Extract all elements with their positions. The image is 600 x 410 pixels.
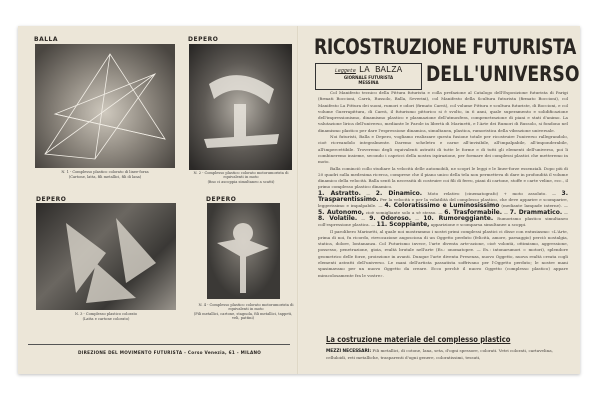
la-balza-advert	[315, 63, 422, 90]
fold-line	[297, 26, 299, 374]
quality-name: 10. Rumoreggiante.	[423, 214, 494, 222]
la-balza-name: LA BALZA	[358, 65, 403, 75]
plate-caption-materials: (fino ci ascoppia simultaneo a scatti)	[207, 180, 275, 184]
paragraph: Col Manifesto tecnico della Pittura futurista e colla prefazione al Catalogo dell'Esposizione futurista di Parigi (firmati Boccioni, Carrà, Russolo, Balla, Severini), col Manifesto della Scultura futurista (firmato Boccioni), col Manifesto La Pittura dei suoni, rumori e odori (firmato Carrà), col volume Pittura e scultura futuriste, di Boccioni, e col volume Guerrapittura, di Carrà, il futurismo pittorico si è svolto, in 6 anni, quale superamento e solidificazione dell'impressionismo, dinamismo plastico e plasmazione dell'atmosfera, compenetrazione di piani e stati d'animo. La valutazione lirica dell'universo, mediante le Parole in libertà di Marinetti, e l'Arte dei Rumori di Russolo, si fondono nel dinamismo plastico per dare l'espressione dinamica, simultanea, plastica, rumoristica della vibrazione universale.	[318, 90, 568, 133]
qualities-list: 1. Astratto. — 2. Dinamico. Moto relativo (cinematografo) + moto assoluto. — 3. Trasparentissimo. Per la velocità e per la volatilità del complesso plastico, che deve apparire e scomparire, leggerissimo e impalpabile. — 4. Coloratissimo e Luminosissimo (mediante lampade interne). — 5. Autonomo, cioè somigliante solo a sè stesso. — 6. Trasformabile. — 7. Drammatico. — 8. Volatile. — 9. Odoroso. — 10. Rumoreggiante. Rumorismo plastico simultaneo coll'espressione plastica. — 11. Scoppiante, apparizione e scomparsa simultanee a scoppi.	[318, 189, 569, 229]
quality-desc: Moto relativo (cinematografo) + moto assoluto.	[427, 190, 547, 196]
quality-name: 11. Scoppiante,	[376, 221, 430, 229]
materials-label: MEZZI NECESSARI:	[326, 349, 372, 354]
la-balza-subtitle: GIORNALE FUTURISTA	[343, 75, 394, 80]
section-subtitle: La costruzione materiale del complesso plastico	[326, 335, 511, 344]
quality-desc: apparizione e scomparsa simultanee a scoppi.	[430, 222, 527, 228]
paragraph: Il parolibero Marinetti, al quale noi mostrammo i nostri primi complessi plastici ci disse con entusiasmo: «L'Arte, prima di noi, fu ricordo, rievocazione angosciosa di un Oggetto perduto (felicità, amore, paesaggio) perciò nostalgia, statica, dolore, lontananza. Col Futurismo invece, l'arte diventa arte-azione, cioè volontà, ottimismo, aggressione, possesso, penetrazione, gioia, realtà brutale nell'arte (Es.: onomatopee. — Es.: intonarumori = motori), splendore geometrico delle forze, proiezione in avanti. Dunque l'arte diventa Presenza, nuovo Oggetto, nuova realtà creata cogli elementi astratti dell'universo. Le mani dell'artista passatista soffrivano per l'Oggetto perduto; le nostre mani spasimavano per un nuovo Oggetto da creare. Ecco perchè il nuovo Oggetto (complesso plastico) appare miracolosamente fra le vostre».	[318, 228, 568, 278]
quality-name: 7. Drammatico.	[509, 208, 563, 216]
la-balza-city: MESSINA	[358, 80, 379, 85]
quality-name: 4. Coloratissimo e Luminosissimo	[384, 202, 500, 210]
leggete-label: Leggete	[334, 68, 356, 74]
paragraph: Noi futuristi, Balla e Depero, vogliamo realizzare questa fusione totale per ricostruire l'universo rallegrandolo, cioè ricreandolo integralmente. Daremo scheletro e carne all'invisibile, all'impalpabile, all'imponderabile, all'impercettibile. Troveremo degli equivalenti astratti di tutte le forme e di tutti gli elementi dell'universo, poi li combineremo insieme, secondo i capricci della nostra ispirazione, per formare dei complessi plastici che metteremo in moto.	[318, 134, 568, 165]
depero-sculpture-photo	[36, 203, 176, 310]
quality-name: 1. Astratto.	[318, 189, 361, 197]
quality-name: 5. Autonomo,	[318, 208, 364, 216]
manifesto-body	[318, 90, 568, 279]
materials-text: Fili metallici, di cotone, lana, seta, d'ogni spessore, colorati. Vetri colorati, cartavelina, celluloidi, reti metalliche, trasparenti d'ogni genere, coloratissimi, tessuti,	[326, 348, 553, 361]
quality-name: 8. Volatile.	[318, 214, 358, 222]
publisher-footer: DIREZIONE DEL MOVIMENTO FUTURISTA - Corso Venezia, 61 - MILANO	[78, 350, 262, 355]
plate-caption: N. 2 - Complesso plastico colorato motorumorista di equivalenti in moto	[193, 171, 289, 180]
plate-caption-materials: (Cartone, latta, fili metallici, fili di lana)	[68, 175, 142, 179]
plate-artist-label: DEPERO	[36, 196, 67, 203]
plate-artist-label: DEPERO	[188, 36, 219, 43]
quality-desc: (mediante lampade interne).	[501, 203, 562, 209]
title-line-2: DELL'UNIVERSO	[426, 62, 580, 86]
depero-sculpture-photo	[189, 44, 292, 170]
quality-name: 3. Trasparentissimo.	[318, 189, 568, 204]
quality-name: 6. Trasformabile.	[444, 208, 503, 216]
plate-caption-materials: (Latta e cartone colorato)	[82, 317, 130, 321]
quality-name: 9. Odoroso.	[369, 214, 412, 222]
plate-caption: N. 3 - Complesso plastico colorato	[74, 312, 138, 316]
footer-rule	[28, 344, 290, 345]
quality-desc: Per la velocità e per la volatilità del complesso plastico, che deve apparire e scomparire, leggerissimo e impalpabile.	[318, 197, 568, 209]
balla-sculpture-photo	[35, 44, 175, 168]
quality-desc: Rumorismo plastico simultaneo coll'espressione plastica.	[318, 215, 568, 228]
depero-sculpture-photo	[207, 203, 280, 299]
plate-caption-materials: (Fili metallici, cartone, stagnola, fili metallici, tappeti, veli, pattini)	[193, 312, 293, 321]
title-line-1: RICOSTRUZIONE FUTURISTA	[314, 35, 576, 59]
quality-desc: cioè somigliante solo a sè stesso.	[365, 209, 437, 215]
paragraph: Balla cominciò collo studiare la velocità delle automobili, ne scoprì le leggi e le linee-forze essenziali. Dopo più di 20 quadri sulla medesima ricerca, comprese che il piano unico della tela non permetteva di dare in profondità il volume dinamico della velocità. Balla sentì la necessità di costruire coi fili di ferro, piani di cartone, stoffe e carte veline, ecc., il primo complesso plastico dinamico.	[318, 165, 568, 190]
plate-caption: N. 4 - Complesso plastico colorato motorumorista di equivalenti in moto	[198, 303, 294, 312]
plate-artist-label: DEPERO	[206, 196, 237, 203]
quality-name: 2. Dinamico.	[375, 189, 423, 197]
plate-artist-label: BALLA	[34, 36, 59, 43]
manifesto-sheet	[18, 26, 580, 374]
materials-paragraph	[326, 348, 566, 362]
plate-caption: N. 1 - Complesso plastico colorato di linee-forza	[61, 170, 149, 174]
